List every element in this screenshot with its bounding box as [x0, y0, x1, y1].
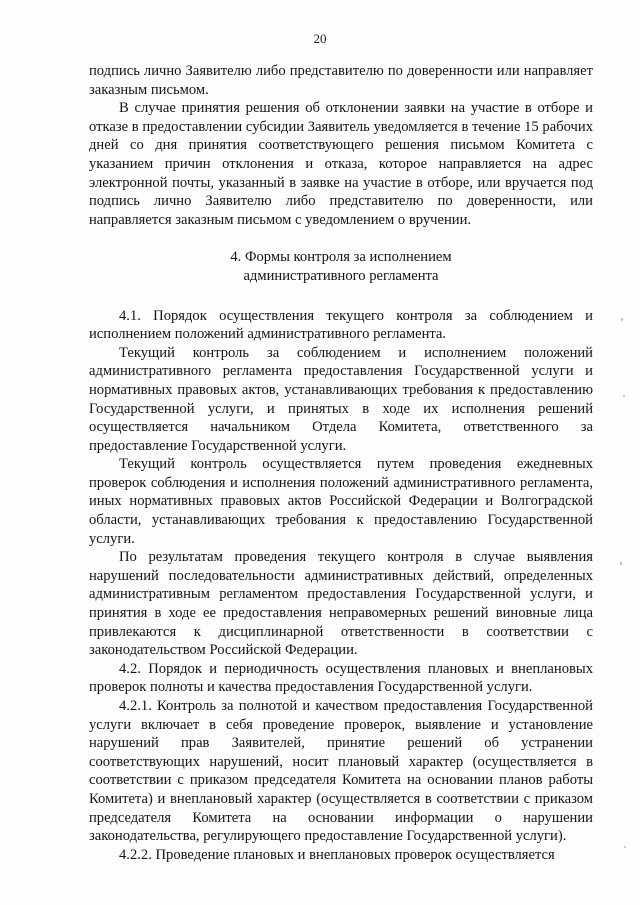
paragraph-control-results: По результатам проведения текущего контроля в случае выявления нарушений последовательности административных действий, определенных административным регламентом предоставления Государственной услуги, и принятия в ходе ее предоставления неправомерных решений виновные лица привлекаются к дисциплинарной ответственности в соответствии с законодательством Российской Федерации. — [89, 549, 593, 659]
paragraph-4-2-1: 4.2.1. Контроль за полнотой и качеством предоставления Государственной услуги включает в себя проведение проверок, выявление и установление нарушений прав Заявителей, принятие решений об устранении соответствующих нарушений, носит плановый характер (осуществляется в соответствии с приказом председателя Комитета на основании планов работы Комитета) и внеплановый характер (осуществляется в соответствии с приказом председателя Комитета на основании информации о нарушении законодательства, регулирующего предоставление Государственной услуги). — [89, 698, 593, 845]
paragraph-current-control: Текущий контроль за соблюдением и исполнением положений административного регламента предоставления Государственной услуги и нормативных правовых актов, устанавливающих требования к предоставлению Государственной услуги, и принятых в ходе их исполнения решений осуществляется начальником Отдела Комитета, ответственного за предоставление Государственной услуги. — [89, 344, 593, 454]
paragraph-rejection-notice: В случае принятия решения об отклонении заявки на участие в отборе и отказе в предоставлении субсидии Заявитель уведомляется в течение 15 рабочих дней со дня принятия соответствующего решения письмом Комитета с указанием причин отклонения и отказа, которое направляется на адрес электронной почты, указанный в заявке на участие в отборе, или вручается под подпись лично Заявителю либо представителю по доверенности, или направляется заказным письмом с уведомлением о вручении. — [89, 100, 593, 228]
section-heading-line-1: 4. Формы контроля за исполнением — [230, 249, 452, 266]
scan-speck — [620, 562, 622, 565]
paragraph-daily-checks: Текущий контроль осуществляется путем проведения ежедневных проверок соблюдения и исполнения положений административного регламента, иных нормативных правовых актов Российской Федерации и Волгоградской области, устанавливающих требования к предоставлению Государственной услуги. — [89, 456, 593, 547]
page-number: 20 — [313, 31, 327, 46]
paragraph-4-1: 4.1. Порядок осуществления текущего контроля за соблюдением и исполнением положений административного регламента. — [89, 307, 593, 343]
scan-speck — [623, 395, 625, 397]
paragraph-4-2: 4.2. Порядок и периодичность осуществления плановых и внеплановых проверок полноты и качества предоставления Государственной услуги. — [89, 660, 593, 696]
section-heading-line-2: административного регламента — [243, 267, 439, 284]
paragraph-4-2-2: 4.2.2. Проведение плановых и внеплановых проверок осуществляется — [119, 846, 555, 863]
paragraph-continuation: подпись лично Заявителю либо представителю по доверенности или направляет заказным письмом. — [89, 63, 593, 98]
section-heading — [89, 248, 593, 285]
document-body — [89, 62, 593, 864]
scan-speck — [624, 846, 626, 848]
scan-speck — [621, 318, 623, 321]
